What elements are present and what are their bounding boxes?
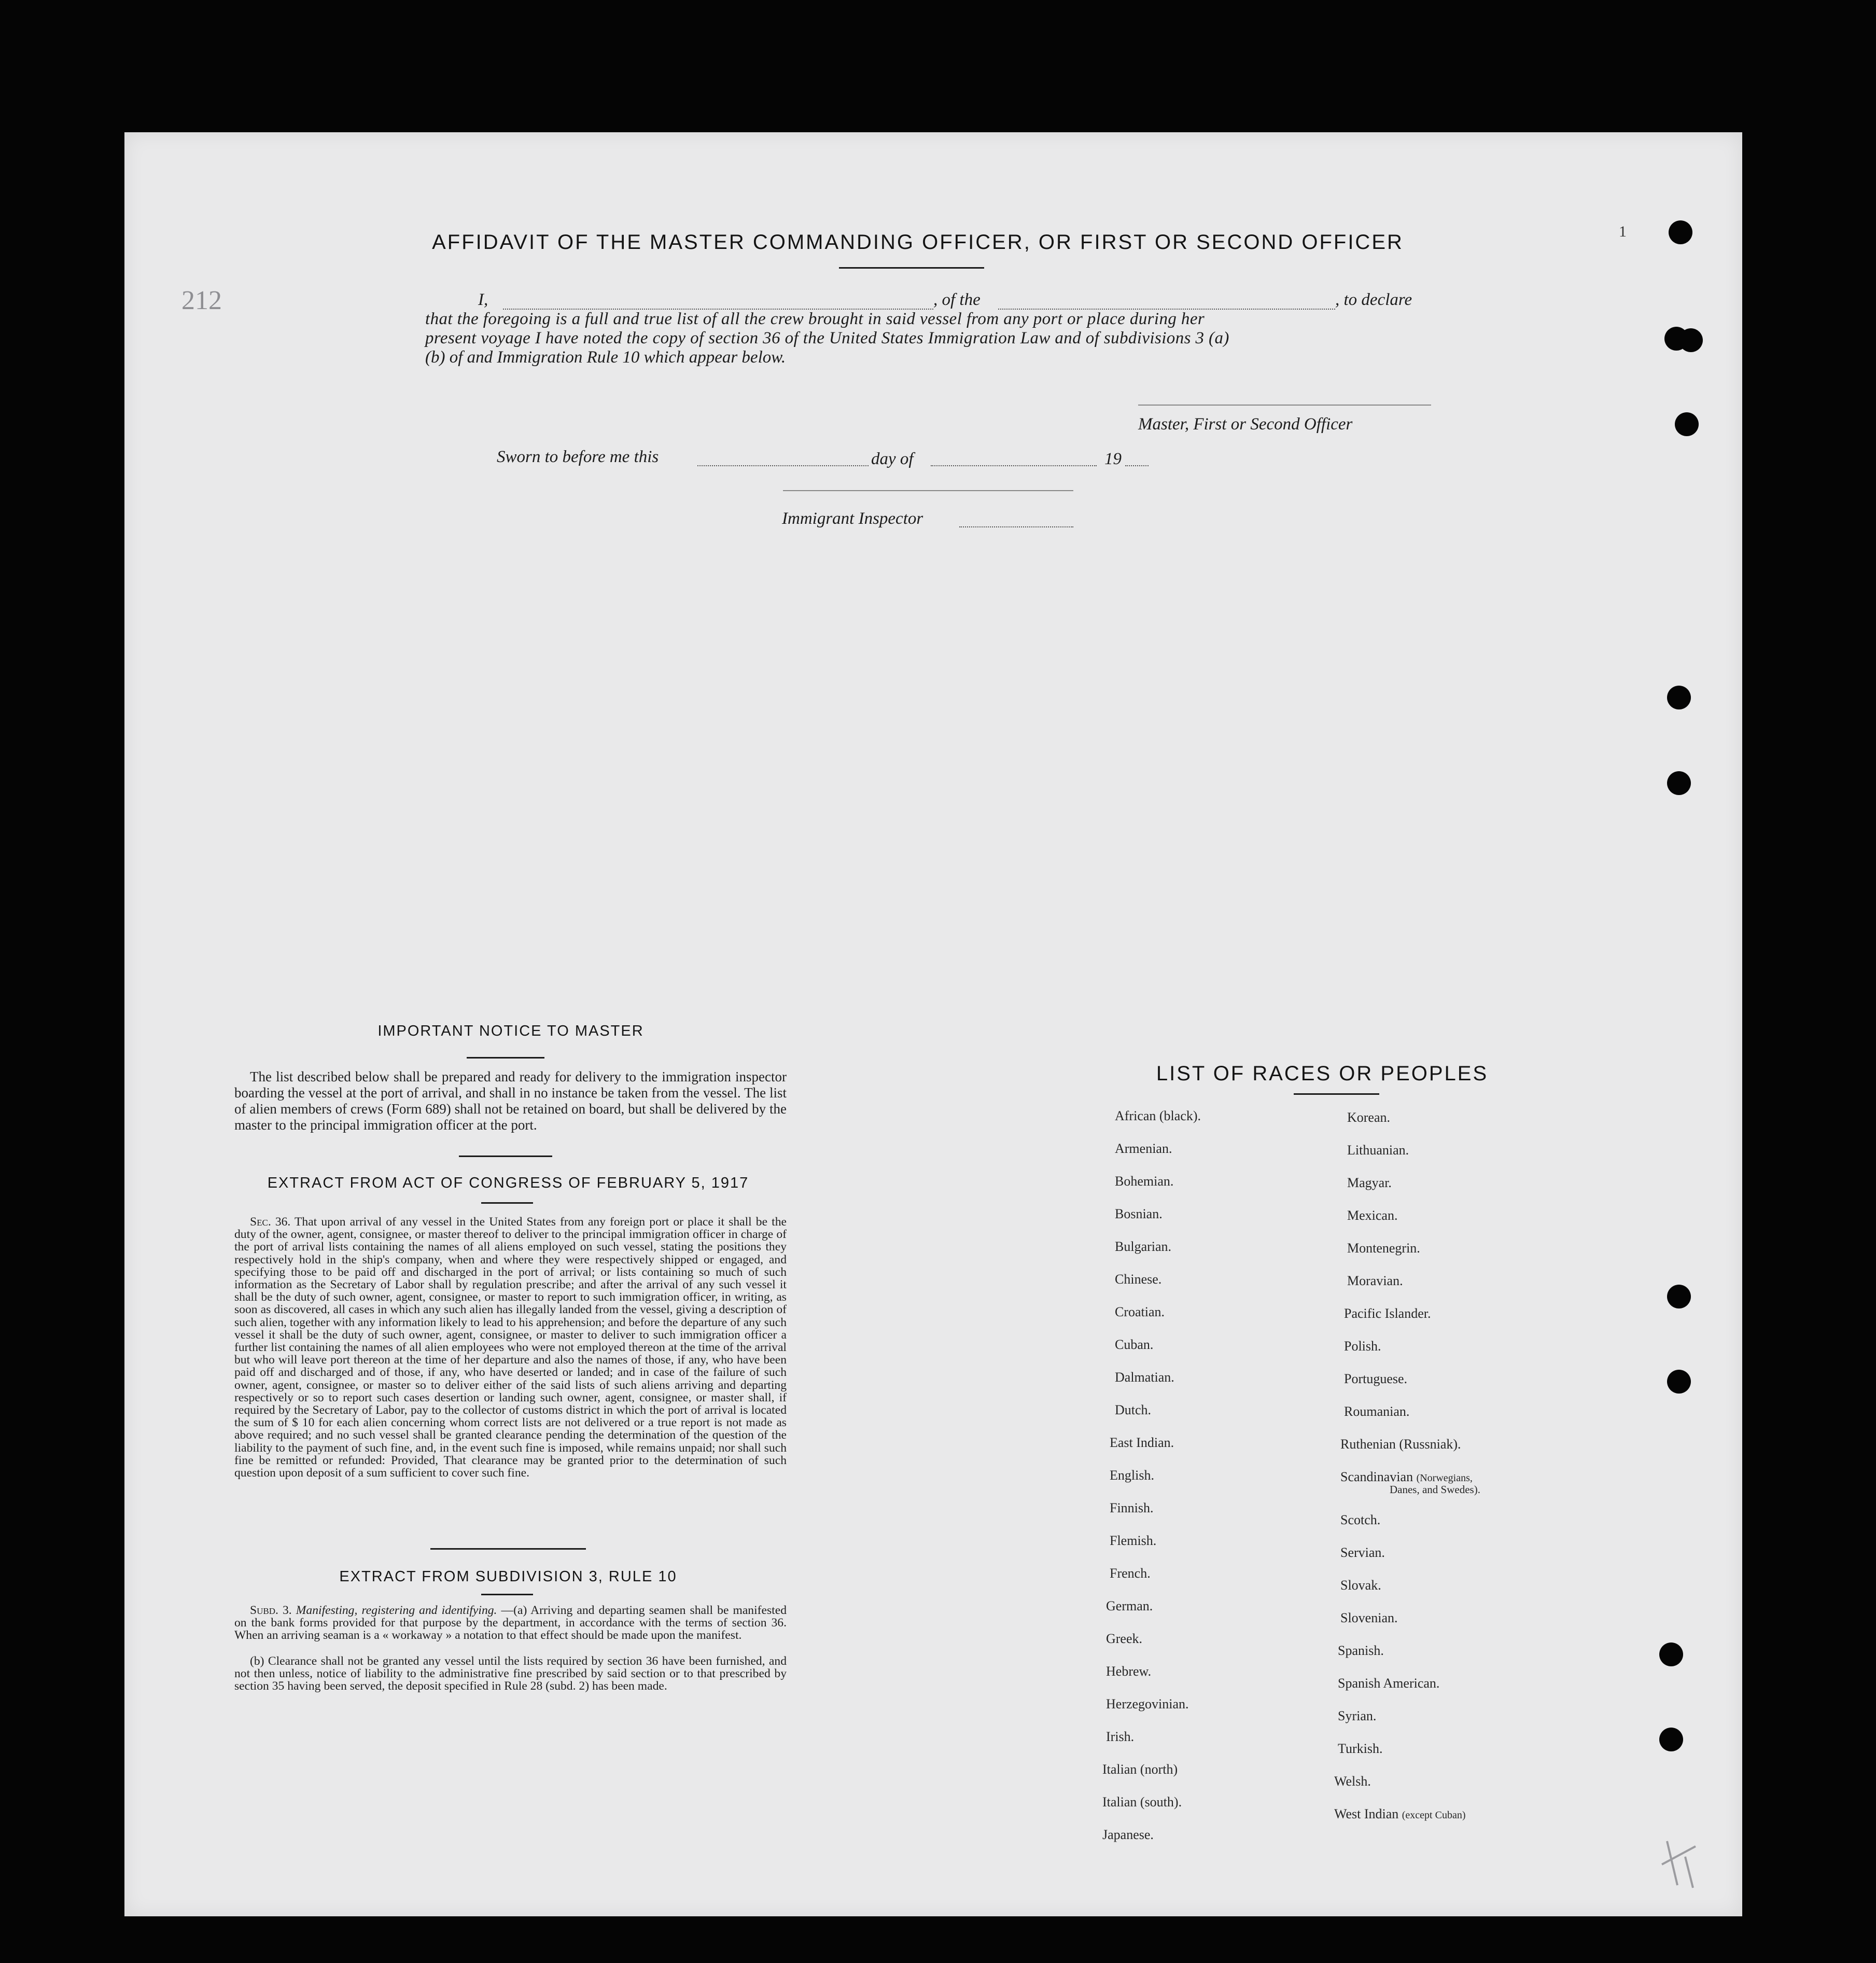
inspector-signature-blank[interactable] xyxy=(783,490,1073,491)
race-item: Syrian. xyxy=(1338,1708,1377,1723)
affidavit-title-rule xyxy=(839,267,984,269)
act-extract-bottom-rule xyxy=(430,1548,586,1550)
race-item: Servian. xyxy=(1340,1545,1385,1560)
races-title-rule xyxy=(1294,1093,1379,1095)
race-item: Bohemian. xyxy=(1115,1174,1174,1189)
binder-hole xyxy=(1667,1370,1691,1394)
race-item-note-line: Danes, and Swedes). xyxy=(1390,1483,1480,1496)
race-item: Italian (south). xyxy=(1102,1794,1182,1809)
race-item: Magyar. xyxy=(1347,1175,1392,1190)
act-extract-title-rule xyxy=(481,1202,533,1204)
sworn-year: 19 xyxy=(1104,450,1122,468)
race-item: Slovak. xyxy=(1340,1578,1381,1593)
race-item: Moravian. xyxy=(1347,1273,1403,1288)
officer-signature-blank[interactable] xyxy=(1138,405,1431,406)
binder-hole xyxy=(1659,1642,1683,1666)
affidavit-line1-start: I, xyxy=(478,290,488,309)
race-item: Flemish. xyxy=(1110,1533,1157,1548)
race-item-label: Scandinavian xyxy=(1340,1469,1413,1484)
race-item xyxy=(1340,1469,1473,1485)
race-item: Finnish. xyxy=(1110,1500,1154,1515)
act-section-body: That upon arrival of any vessel in the United States from any foreign port or place it shall be the duty of the owner, agent, consignee, or master thereof to deliver to the principal immigration officer in charge of the port of arrival lists containing the names of all aliens employed on such vessel, stating the positions they respectively hold in the ship's company, when and where they were respectively shipped or engaged, and specifying those to be paid off and discharged in the port of arrival; or lists containing so much of such information as the Secretary of Labor shall by regulation prescribe; and after the arrival of any such vessel it shall be the duty of such owner, agent, consignee, or master to report to such immigration officer, in writing, as soon as discovered, all cases in which any such alien has illegally landed from the vessel, giving a description of such alien, together with any information likely to lead to his apprehension; and before the departure of any such vessel it shall be the duty of such owner, agent, consignee, or master to deliver to such immigration officer a further list containing the names of all alien employees who were not employed thereon at the time of the arrival but who will leave port thereon at the time of her departure and also the names of those, if any, who have been paid off and discharged and of those, if any, who have deserted or landed; and in case of the failure of such owner, agent, consignee, or master so to deliver either of the said lists of such aliens arriving and departing respectively or so to report such cases desertion or landing such owner, agent, consignee, or master shall, if required by the Secretary of Labor, pay to the collector of customs district in which the port of arrival is located the sum of $ 10 for each alien concerning whom correct lists are not delivered or a true report is not made as above required; and no such vessel shall be granted clearance pending the determination of the question of the liability to the payment of such fine, and, in the event such fine is imposed, while remains unpaid; nor shall such fine be remitted or refunded: Provided, That clearance may be granted prior to the determination of such question upon deposit of a sum sufficient to cover such fine. xyxy=(234,1215,787,1480)
race-item: Italian (north) xyxy=(1102,1762,1178,1777)
race-item: Dutch. xyxy=(1115,1402,1152,1417)
rule-extract-para-b: (b) Clearance shall not be granted any vessel until the lists required by section 36 have been furnished, and not then unless, notice of liability to the administrative fine prescribed by said section or to that prescribed by section 35 having been served, the deposit specified in Rule 28 (subd. 2) has been made. xyxy=(234,1654,787,1693)
rule-subd-label: Subd. 3. xyxy=(250,1604,292,1617)
binder-hole xyxy=(1667,771,1691,795)
race-item: Croatian. xyxy=(1115,1304,1165,1319)
race-item: Hebrew. xyxy=(1106,1664,1152,1679)
race-item: Spanish American. xyxy=(1338,1676,1440,1691)
race-item: Portuguese. xyxy=(1344,1371,1408,1386)
race-item: Herzegovinian. xyxy=(1106,1696,1189,1711)
act-extract-text xyxy=(234,1216,787,1479)
race-item: Greek. xyxy=(1106,1631,1143,1646)
inspector-caption: Immigrant Inspector xyxy=(782,509,923,528)
notice-title-rule xyxy=(467,1057,544,1059)
race-item: Roumanian. xyxy=(1344,1404,1410,1419)
notice-bottom-rule xyxy=(459,1155,552,1157)
notice-text: The list described below shall be prepared and ready for delivery to the immigration inspector boarding the vessel at the port of arrival, and shall in no instance be taken from the vessel. The list of alien members of crews (Form 689) shall not be retained on board, but shall be delivered by the master to the principal immigration officer at the port. xyxy=(234,1069,787,1133)
race-item xyxy=(1334,1806,1466,1822)
race-item: Polish. xyxy=(1344,1339,1381,1354)
race-item: Turkish. xyxy=(1338,1741,1383,1756)
rule-extract-title-rule xyxy=(481,1594,533,1595)
race-item: Welsh. xyxy=(1334,1774,1371,1789)
pencil-mark xyxy=(1657,1836,1703,1893)
rule-subd-heading: Manifesting, registering and identifying. xyxy=(296,1604,497,1617)
race-item: Ruthenian (Russniak). xyxy=(1340,1437,1461,1452)
rule-extract-title: EXTRACT FROM SUBDIVISION 3, RULE 10 xyxy=(339,1568,677,1585)
binder-hole xyxy=(1667,1285,1691,1308)
inspector-caption-line xyxy=(959,526,1073,527)
race-item: Slovenian. xyxy=(1340,1610,1398,1625)
affidavit-line1-end: , to declare xyxy=(1335,290,1412,309)
act-extract-title: EXTRACT FROM ACT OF CONGRESS OF FEBRUARY 5, 1917 xyxy=(267,1175,749,1191)
act-section-label: Sec. 36. xyxy=(250,1215,291,1229)
affidavit-line1-mid: , of the xyxy=(933,290,981,309)
sworn-prefix: Sworn to before me this xyxy=(497,448,659,466)
race-item: English. xyxy=(1110,1468,1154,1483)
binder-hole xyxy=(1659,1728,1683,1751)
race-item: Korean. xyxy=(1347,1110,1391,1125)
race-item: Japanese. xyxy=(1102,1827,1154,1842)
race-item: Spanish. xyxy=(1338,1643,1384,1658)
race-item: African (black). xyxy=(1115,1108,1201,1123)
race-item: Lithuanian. xyxy=(1347,1143,1409,1158)
officer-signature-caption: Master, First or Second Officer xyxy=(1138,415,1353,434)
race-item: Armenian. xyxy=(1115,1141,1172,1156)
race-item: Pacific Islander. xyxy=(1344,1306,1431,1321)
binder-hole xyxy=(1669,220,1692,244)
page-number: 212 xyxy=(181,286,222,315)
rule-extract-para-a xyxy=(234,1604,787,1642)
race-item: French. xyxy=(1110,1566,1151,1581)
affidavit-title: AFFIDAVIT OF THE MASTER COMMANDING OFFICER, OR FIRST OR SECOND OFFICER xyxy=(432,231,1404,254)
sworn-month-blank[interactable] xyxy=(931,465,1097,466)
binder-hole xyxy=(1679,328,1703,352)
race-item: Scotch. xyxy=(1340,1512,1381,1527)
race-item: Bosnian. xyxy=(1115,1206,1163,1221)
binder-hole xyxy=(1667,686,1691,709)
race-item: Bulgarian. xyxy=(1115,1239,1172,1254)
sworn-day-label: day of xyxy=(871,450,914,468)
binder-hole xyxy=(1675,412,1699,436)
race-item-note: (except Cuban) xyxy=(1402,1809,1466,1821)
race-item-note: (Norwegians, xyxy=(1416,1472,1473,1484)
race-item-label: West Indian xyxy=(1334,1806,1399,1821)
document-page xyxy=(124,132,1742,1916)
race-item: Cuban. xyxy=(1115,1337,1154,1352)
affidavit-line3: present voyage I have noted the copy of section 36 of the United States Immigration Law and of subdivisions 3 (a) xyxy=(425,329,1229,347)
race-item: East Indian. xyxy=(1110,1435,1174,1450)
affidavit-line2: that the foregoing is a full and true list of all the crew brought in said vessel from any port or place during her xyxy=(425,310,1205,328)
races-title: LIST OF RACES OR PEOPLES xyxy=(1156,1062,1489,1085)
rule-para-a-text: —(a) Arriving and departing seamen shall be manifested on the bank forms provided for that purpose by the department, in accordance with the terms of section 36. When an arriving seaman is a « workaway » a notation to that effect should be made upon the manifest. xyxy=(234,1604,787,1642)
sworn-year-blank[interactable] xyxy=(1125,465,1149,466)
sworn-day-blank[interactable] xyxy=(697,465,869,466)
race-item: Dalmatian. xyxy=(1115,1370,1174,1385)
race-item: German. xyxy=(1106,1598,1153,1613)
race-item: Chinese. xyxy=(1115,1272,1162,1287)
corner-mark: 1 xyxy=(1619,223,1627,240)
race-item: Montenegrin. xyxy=(1347,1241,1420,1256)
affidavit-line4: (b) of and Immigration Rule 10 which appear below. xyxy=(425,348,786,367)
notice-title: IMPORTANT NOTICE TO MASTER xyxy=(377,1023,644,1039)
race-item: Irish. xyxy=(1106,1729,1135,1744)
race-item: Mexican. xyxy=(1347,1208,1398,1223)
